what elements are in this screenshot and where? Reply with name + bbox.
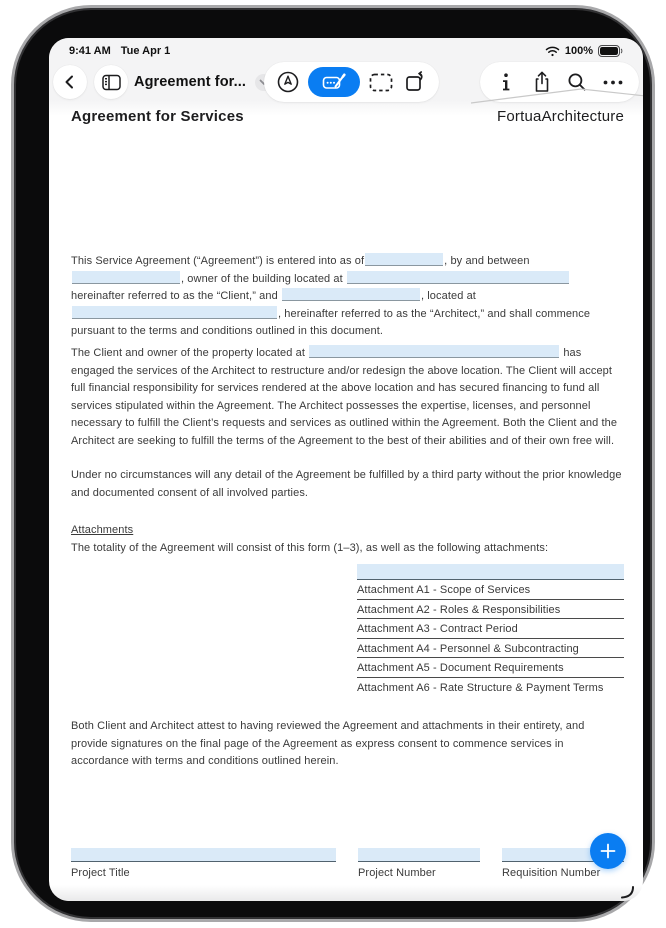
document-page <box>49 100 643 901</box>
attachment-row: Attachment A2 - Roles & Responsibilities <box>357 600 624 620</box>
form-fill-tool-button[interactable] <box>308 67 360 97</box>
sidebar-icon <box>102 74 121 91</box>
form-fill-icon <box>322 72 346 92</box>
rotate-page-icon <box>403 70 427 94</box>
pen-corner-mark <box>621 886 635 899</box>
battery-icon <box>598 45 623 57</box>
plus-icon <box>600 843 616 859</box>
document-title-menu[interactable] <box>134 62 272 102</box>
attachment-blank-field[interactable] <box>357 564 624 580</box>
attachments-heading: Attachments <box>71 524 134 536</box>
status-date: Tue Apr 1 <box>120 45 171 57</box>
document-header <box>71 108 624 125</box>
fillable-blank-field[interactable] <box>347 271 569 284</box>
signature-field <box>358 848 480 879</box>
chevron-left-icon <box>61 73 79 91</box>
status-bar <box>49 42 643 60</box>
paragraph-intro: This Service Agreement (“Agreement”) is entered into as of , by and between , owner of the building located at hereinafter referred to as the “Client,” and , located at , hereinafter referred to as the “Architect,” and shall commence pursuant to the terms and conditions outlined in this document. <box>71 255 591 338</box>
field-label: Project Number <box>358 867 436 879</box>
rotate-page-tool-button[interactable] <box>401 67 429 97</box>
attachment-row: Attachment A1 - Scope of Services <box>357 580 624 600</box>
sidebar-toggle-button[interactable] <box>94 65 128 99</box>
back-button[interactable] <box>53 65 87 99</box>
fillable-blank-field[interactable] <box>309 345 559 358</box>
wifi-icon <box>545 46 560 57</box>
add-button[interactable] <box>590 833 626 869</box>
form-fields-row <box>71 848 624 879</box>
attachment-row: Attachment A5 - Document Requirements <box>357 658 624 678</box>
company-name: FortuaArchitecture <box>497 108 624 125</box>
fillable-field-bar[interactable] <box>358 848 480 862</box>
battery-percent: 100% <box>564 45 593 57</box>
attachments-table <box>357 564 624 697</box>
field-label: Requisition Number <box>502 867 601 879</box>
markup-tools-group <box>264 62 439 102</box>
status-time: 9:41 AM <box>69 45 111 57</box>
attachment-row: Attachment A4 - Personnel & Subcontracting <box>357 639 624 659</box>
dashed-selection-icon <box>369 73 393 92</box>
attachments-intro: The totality of the Agreement will consist of this form (1–3), as well as the following attachments: <box>71 542 549 554</box>
fillable-blank-field[interactable] <box>282 288 420 301</box>
fillable-field-bar[interactable] <box>71 848 336 862</box>
document-heading: Agreement for Services <box>71 108 244 125</box>
screen <box>49 38 643 901</box>
ipad-device-frame <box>11 5 655 922</box>
fillable-blank-field[interactable] <box>365 253 443 266</box>
fillable-blank-field[interactable] <box>72 271 180 284</box>
fillable-blank-field[interactable] <box>72 306 277 319</box>
attachment-row: Attachment A3 - Contract Period <box>357 619 624 639</box>
company-logo <box>497 108 624 125</box>
paragraph-closing: Both Client and Architect attest to having reviewed the Agreement and attachments in their entirety, and provide signatures on the final page of the Agreement as express consent to commence services in accordance with terms and conditions outlined herein. <box>71 720 585 768</box>
roof-logo-icon <box>469 86 643 106</box>
pencil-tools-button[interactable] <box>274 67 302 97</box>
field-label: Project Title <box>71 867 130 879</box>
pencil-circle-icon <box>275 69 301 95</box>
paragraph-engagement: The Client and owner of the property located at has engaged the services of the Architect to restructure and/or redesign the above location. The Client will accept full financial responsibility for services rendered at the above location and has secured financing to fund all services stipulated within the Agreement. The Architect possesses the expertise, licenses, and personnel necessary to fulfill the Client’s requests and services as outlined within the Agreement. Both the Client and the Architect are seeking to fulfill the terms of the Agreement to the best of their abilities and of their own free will. <box>71 347 618 447</box>
ellipsis-icon <box>603 80 623 85</box>
paragraph-third-party: Under no circumstances will any detail of the Agreement be fulfilled by a third party without the prior knowledge and documented consent of all involved parties. <box>71 469 622 499</box>
document-title: Agreement for... <box>134 74 246 90</box>
signature-field <box>71 848 336 879</box>
select-area-tool-button[interactable] <box>367 67 395 97</box>
attachment-row: Attachment A6 - Rate Structure & Payment Terms <box>357 681 604 694</box>
